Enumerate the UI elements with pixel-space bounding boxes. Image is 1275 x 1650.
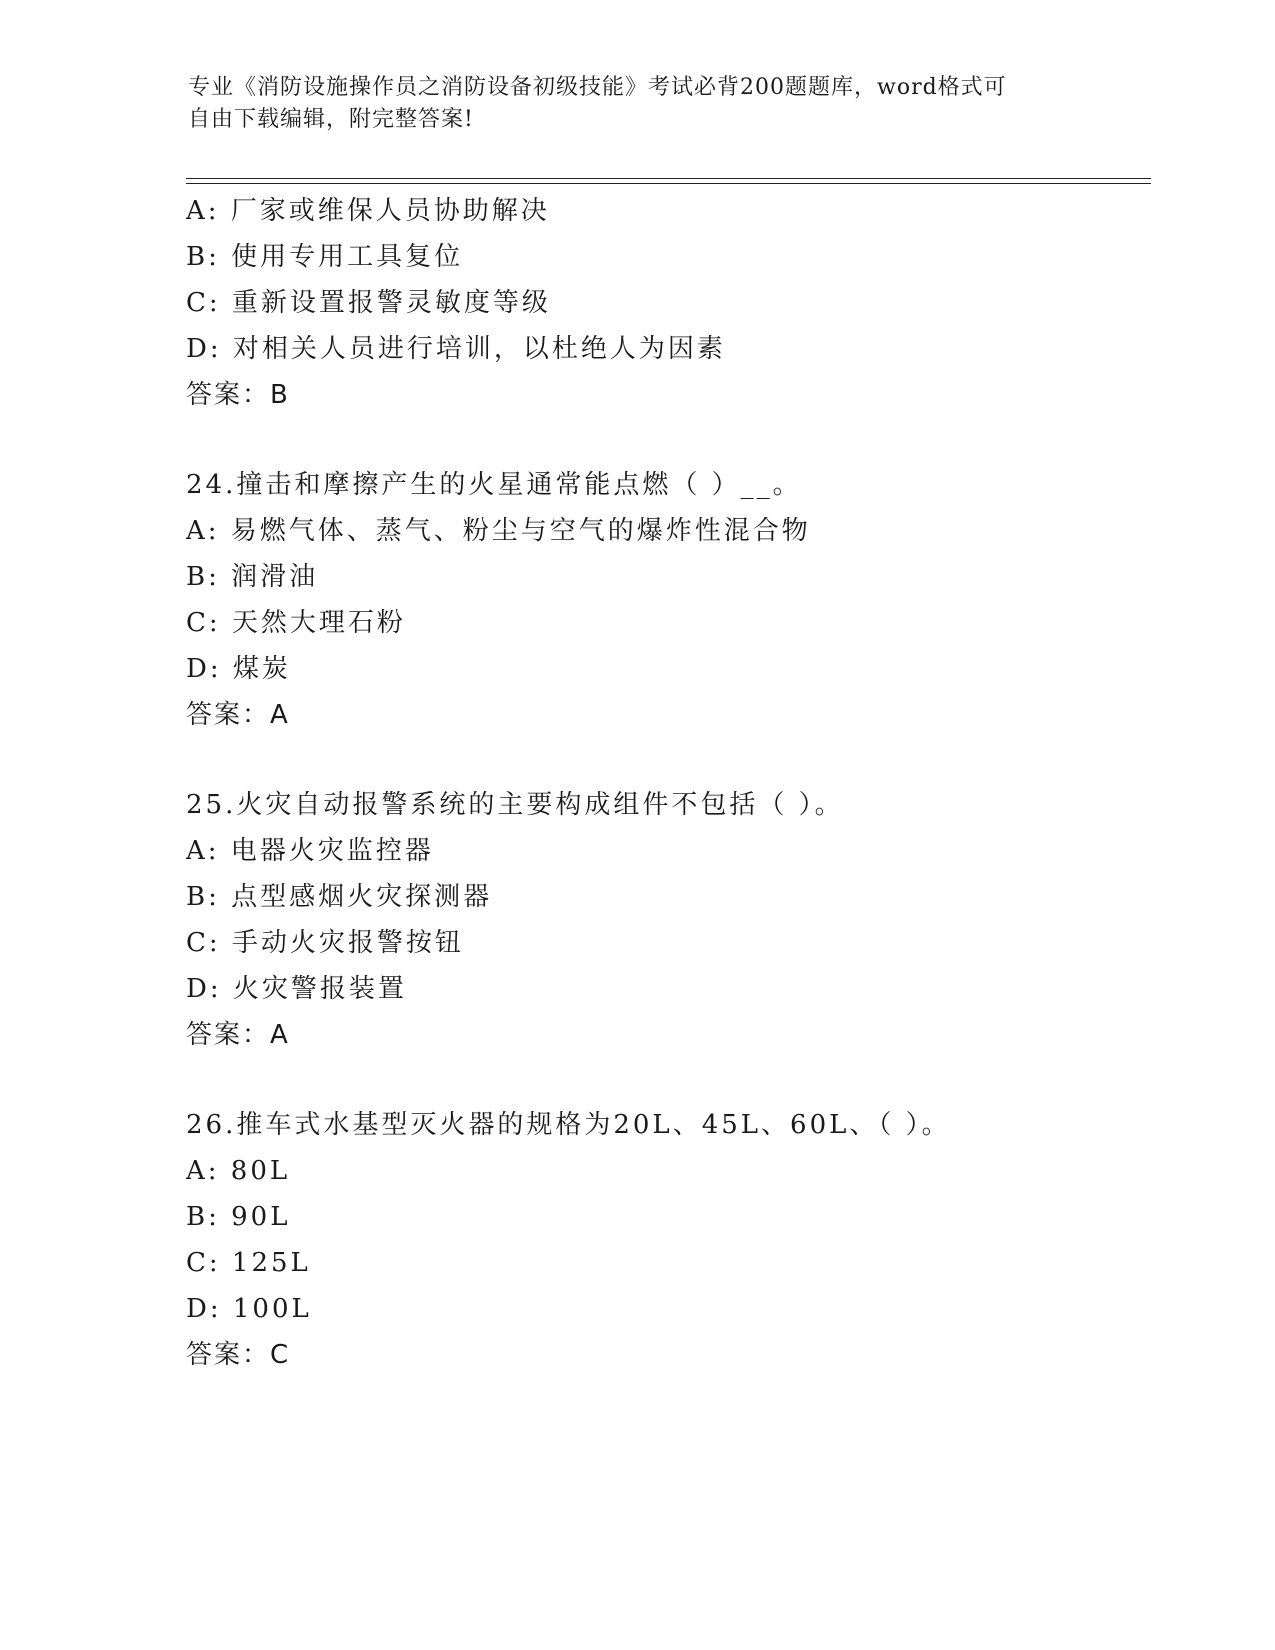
option-a: A: 电器火灾监控器 [186,836,434,866]
question-text: 24.撞击和摩擦产生的火星通常能点燃（ ）__。 [186,470,802,500]
header-line-2: 自由下载编辑，附完整答案! [188,107,474,132]
option-c: C: 重新设置报警灵敏度等级 [186,288,551,318]
answer-line: 答案：A [186,1020,290,1050]
question-24-block [186,462,1146,738]
spacer [186,738,1146,782]
question-23-block [186,188,1146,418]
spacer [186,418,1146,462]
option-c: C: 天然大理石粉 [186,608,406,638]
option-b: B: 润滑油 [186,562,319,592]
question-25-block [186,782,1146,1058]
option-d: D: 对相关人员进行培训，以杜绝人为因素 [186,334,726,364]
option-b: B: 使用专用工具复位 [186,242,464,272]
option-b: B: 90L [186,1202,291,1232]
question-list [186,188,1146,1378]
answer-line: 答案：A [186,700,290,730]
question-26-block [186,1102,1146,1378]
option-a: A: 80L [186,1156,291,1186]
option-d: D: 煤炭 [186,654,291,684]
option-a: A: 厂家或维保人员协助解决 [186,196,550,226]
answer-line: 答案：C [186,1340,291,1370]
question-text: 25.火灾自动报警系统的主要构成组件不包括（ ）。 [186,790,844,820]
option-b: B: 点型感烟火灾探测器 [186,882,493,912]
option-d: D: 火灾警报装置 [186,974,407,1004]
document-header [188,72,1068,136]
header-divider-bottom [186,183,1151,184]
option-a: A: 易燃气体、蒸气、粉尘与空气的爆炸性混合物 [186,516,811,546]
option-c: C: 125L [186,1248,311,1278]
spacer [186,1058,1146,1102]
header-line-1: 专业《消防设施操作员之消防设备初级技能》考试必背200题题库，word格式可 [188,75,1007,100]
header-divider-top [186,178,1151,179]
question-text: 26.推车式水基型灭火器的规格为20L、45L、60L、（ ）。 [186,1110,951,1140]
option-c: C: 手动火灾报警按钮 [186,928,464,958]
option-d: D: 100L [186,1294,312,1324]
answer-line: 答案：B [186,380,290,410]
